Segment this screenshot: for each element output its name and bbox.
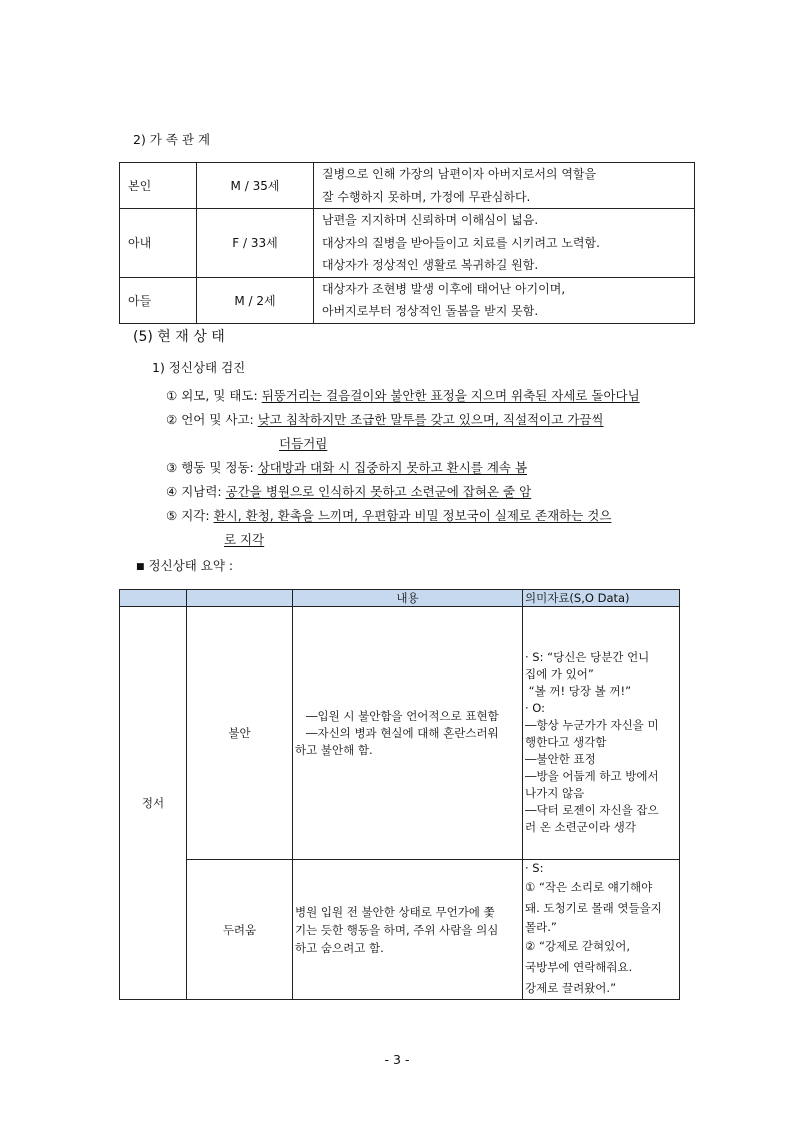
family-role: 아내 — [120, 209, 197, 278]
item-label: 지각: — [181, 508, 210, 523]
family-age: M / 2세 — [197, 277, 314, 323]
data-line: ② “강제로 갇혀있어, — [525, 939, 630, 953]
data-line: 돼. 도청기로 몰래 엿들을지 — [525, 901, 662, 915]
item-text: 환시, 환청, 환촉을 느끼며, 우편함과 비밀 정보국이 실제로 존재하는 것으 — [213, 508, 612, 523]
item-number: ① — [166, 388, 178, 403]
item-number: ④ — [166, 484, 178, 499]
header-blank — [187, 590, 293, 607]
item-number: ⑤ — [166, 508, 178, 523]
family-row — [120, 277, 695, 323]
item-text: 상대방과 대화 시 집중하지 못하고 환시를 계속 봄 — [257, 460, 528, 475]
content-cell — [293, 860, 523, 1000]
exam-item — [166, 410, 603, 428]
header-content: 내용 — [293, 590, 523, 607]
family-age: M / 35세 — [197, 163, 314, 209]
family-description — [314, 209, 695, 278]
subsection-exam-heading: 1) 정신상태 검진 — [152, 360, 246, 375]
exam-item — [166, 482, 531, 500]
category-cell: 정서 — [120, 607, 187, 1000]
family-desc-line: 아버지로부터 정상적인 돌봄을 받지 못함. — [322, 304, 539, 318]
bullet-icon: ■ — [136, 562, 145, 572]
exam-item — [166, 386, 640, 404]
family-desc-line: 대상자가 정상적인 생활로 복귀하길 원함. — [322, 258, 539, 272]
data-line: “볼 꺼! 당장 볼 꺼!” — [525, 684, 632, 698]
mental-status-table — [119, 589, 680, 1000]
table-header-row — [120, 590, 680, 607]
data-line: ―닥터 로젠이 자신을 잡으 — [525, 803, 659, 817]
family-role: 아들 — [120, 277, 197, 323]
item-text: 낮고 침착하지만 조급한 말투를 갖고 있으며, 직설적이고 가끔씩 — [257, 412, 604, 427]
family-row — [120, 163, 695, 209]
exam-item-continuation: 로 지각 — [224, 532, 265, 547]
family-desc-line: 남편을 지지하며 신뢰하며 이해심이 넓음. — [322, 213, 539, 227]
item-text: 뒤뚱거리는 걸음걸이와 불안한 표정을 지으며 위축된 자세로 돌아다님 — [261, 388, 640, 403]
family-role: 본인 — [120, 163, 197, 209]
header-blank — [120, 590, 187, 607]
data-line: ―방을 어둡게 하고 방에서 — [525, 769, 659, 783]
header-data: 의미자료(S,O Data) — [523, 590, 680, 607]
family-row — [120, 209, 695, 278]
item-label: 지남력: — [181, 484, 222, 499]
family-desc-line: 잘 수행하지 못하며, 가정에 무관심하다. — [322, 189, 531, 204]
exam-item-continuation: 더듬거림 — [279, 436, 328, 451]
item-cell: 두려움 — [187, 860, 293, 1000]
item-number: ② — [166, 412, 178, 427]
summary-label-row — [136, 556, 233, 574]
family-description — [314, 163, 695, 209]
data-line: 강제로 끌려왔어.” — [525, 981, 617, 995]
data-line: · S: — [525, 861, 544, 875]
item-label: 행동 및 정동: — [181, 460, 254, 475]
item-text: 공간을 병원으로 인식하지 못하고 소련군에 잡혀온 줄 암 — [225, 484, 532, 499]
data-line: ―항상 누군가가 자신을 미 — [525, 718, 659, 732]
data-cell — [523, 607, 680, 860]
content-line: ―자신의 병과 현실에 대해 혼란스러워 — [295, 725, 499, 740]
data-line: 집에 가 있어” — [525, 667, 594, 681]
data-cell — [523, 860, 680, 1000]
family-table — [119, 162, 695, 324]
content-line: ―입원 시 불안함을 언어적으로 표현함 — [295, 708, 499, 723]
exam-item — [166, 506, 611, 524]
family-age: F / 33세 — [197, 209, 314, 278]
data-line: 나가지 않음 — [525, 786, 585, 800]
item-number: ③ — [166, 460, 178, 475]
family-desc-line: 질병으로 인해 가장의 남편이자 아버지로서의 역할을 — [322, 167, 597, 181]
content-line: 하고 불안해 함. — [295, 742, 373, 757]
item-label: 언어 및 사고: — [181, 412, 254, 427]
content-line: 하고 숨으려고 함. — [295, 940, 384, 955]
table-row — [120, 607, 680, 860]
data-line: ―불안한 표정 — [525, 752, 596, 766]
content-line: 기는 듯한 행동을 하며, 주위 사람을 의심 — [295, 922, 499, 937]
family-desc-line: 대상자의 질병을 받아들이고 치료를 시키려고 노력함. — [322, 235, 600, 250]
table-row — [120, 860, 680, 1000]
data-line: ① “작은 소리로 얘기해야 — [525, 880, 653, 894]
item-label: 외모, 및 태도: — [181, 388, 258, 403]
data-line: · O: — [525, 701, 546, 715]
data-line: 행한다고 생각함 — [525, 735, 607, 749]
data-line: 국방부에 연락해줘요. — [525, 960, 633, 974]
section-family-heading: 2) 가 족 관 계 — [133, 132, 211, 147]
exam-item — [166, 458, 527, 476]
content-cell — [293, 607, 523, 860]
data-line: 러 온 소련군이라 생각 — [525, 820, 636, 834]
family-description — [314, 277, 695, 323]
family-desc-line: 대상자가 조현병 발생 이후에 태어난 아기이며, — [322, 281, 566, 296]
data-line: · S: “당신은 당분간 언니 — [525, 650, 650, 664]
summary-label: 정신상태 요약 : — [148, 558, 234, 573]
data-line: 몰라.” — [525, 920, 557, 934]
section-current-heading: (5) 현 재 상 태 — [133, 329, 225, 345]
page-number: - 3 - — [384, 1052, 410, 1067]
content-line: 병원 입원 전 불안한 상태로 무언가에 쫓 — [295, 904, 495, 919]
item-cell: 불안 — [187, 607, 293, 860]
